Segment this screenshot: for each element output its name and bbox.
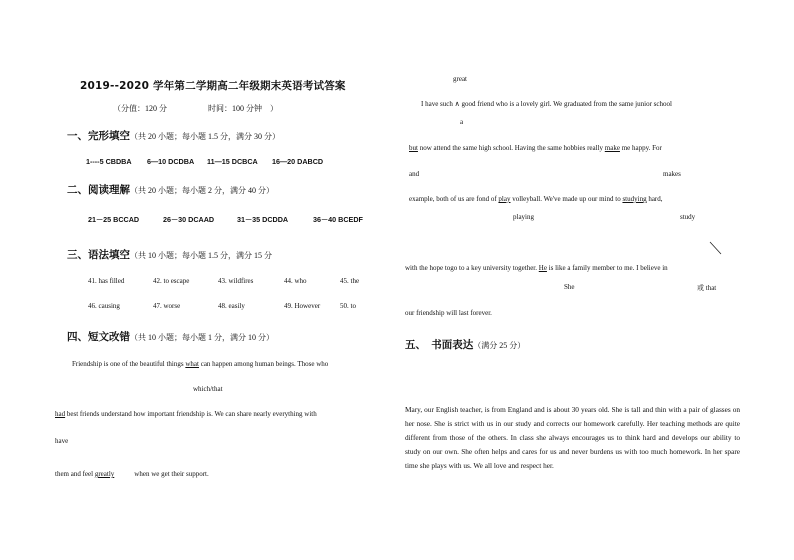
text-segment: with the hope togo to a key university together. [405, 264, 539, 272]
correction-text-line-3 [55, 470, 209, 478]
deletion-mark-icon [708, 240, 724, 256]
section5-heading: 五、 书面表达 [405, 339, 474, 351]
grammar-answer-47: 47. worse [153, 302, 181, 310]
error-word: He [538, 264, 547, 272]
section1-answer-3: 11—15 DCBCA [207, 157, 258, 166]
page-title: 2019--2020 学年第二学期高二年级期末英语考试答案 [80, 80, 346, 92]
section2-answer-3: 31－35 DCDDA [237, 215, 289, 224]
correction-text-line-2 [55, 410, 317, 418]
text-segment: now attend the same high school. Having the same hobbies really [417, 144, 605, 152]
text-segment: me happy. For [619, 144, 662, 152]
grammar-answer-48: 48. easily [218, 302, 245, 310]
section1-answer-4: 16—20 DABCD [272, 157, 324, 166]
text-segment: example, both of us are fond of [409, 195, 499, 203]
section5-note: （满分 25 分） [473, 341, 526, 350]
section5-heading-row [405, 337, 525, 352]
correction-answer-and: and [409, 170, 420, 178]
section1-answer-2: 6—10 DCDBA [147, 157, 195, 166]
section2-note: （共 20 小题；每小题 2 分，满分 40 分） [130, 186, 274, 195]
error-word: had [55, 410, 66, 418]
text-segment: volleyball. We've made up our mind to [510, 195, 623, 203]
correction-text-line-6 [409, 195, 663, 203]
section3-note: （共 10 小题；每小题 1.5 分，满分 15 分 [130, 251, 272, 260]
section1-heading-row [67, 128, 280, 143]
section1-answer-1: 1----5 CBDBA [86, 157, 132, 166]
text-segment: them and feel [55, 470, 95, 478]
correction-answer-have: have [55, 437, 69, 445]
text-segment: can happen among human beings. Those who [198, 360, 329, 368]
text-segment: when we get their support. [134, 470, 209, 478]
score-info: （分值：120 分 [113, 104, 167, 113]
correction-answer-playing: playing [513, 213, 534, 221]
error-word: but [409, 144, 418, 152]
error-word: make [604, 144, 620, 152]
correction-answer-a: a [460, 118, 464, 126]
section2-answer-4: 36－40 BCEDF [313, 215, 363, 224]
correction-answer-or-that: 或 that [697, 284, 717, 292]
error-word: play [498, 195, 511, 203]
essay-text: Mary, our English teacher, is from England and is about 30 years old. She is tall and thin with a pair of glasses on her nose. She is strict with us in our study and corrects our homework carefully. Her teaching methods are quite different from those of the others. In class she always encourages us to think hard and develops our ability to study on our own. She often helps and cares for us and never burdens us with too much homework. In her spare time she plays with us. We all love and respect her. [405, 405, 740, 470]
correction-answer-which-that: which/that [193, 385, 223, 393]
correction-answer-study: study [680, 213, 696, 221]
section1-heading: 一、完形填空 [67, 130, 130, 142]
section2-answer-2: 26－30 DCAAD [163, 215, 215, 224]
section4-heading: 四、短文改错 [67, 331, 130, 343]
section3-heading: 三、语法填空 [67, 249, 130, 261]
correction-answer-makes: makes [663, 170, 681, 178]
correction-text-line-4: I have such ∧ good friend who is a lovely girl. We graduated from the same junior school [421, 100, 672, 108]
section1-note: （共 20 小题；每小题 1.5 分，满分 30 分） [130, 132, 280, 141]
grammar-answer-45: 45. the [340, 277, 360, 285]
grammar-answer-49: 49. However [284, 302, 321, 310]
grammar-answer-50: 50. to [340, 302, 356, 310]
text-segment: best friends understand how important friendship is. We can share nearly everything with [65, 410, 317, 418]
error-word: what [185, 360, 199, 368]
correction-text-line-5 [409, 144, 662, 152]
error-word: greatly [94, 470, 115, 478]
section2-answer-1: 21－25 BCCAD [88, 215, 140, 224]
grammar-answer-41: 41. has filled [88, 277, 125, 285]
section2-heading: 二、阅读理解 [67, 184, 130, 196]
section4-note: （共 10 小题；每小题 1 分，满分 10 分） [130, 333, 274, 342]
error-word: studying [622, 195, 647, 203]
grammar-answer-43: 43. wildfires [218, 277, 254, 285]
text-segment: is like a family member to me. I believe in [546, 264, 668, 272]
grammar-answer-44: 44. who [284, 277, 307, 285]
text-segment: hard, [646, 195, 663, 203]
section3-heading-row [67, 247, 272, 262]
correction-text-line-1 [72, 360, 328, 368]
grammar-answer-42: 42. to escape [153, 277, 190, 285]
correction-answer-great: great [453, 75, 467, 83]
text-segment: Friendship is one of the beautiful things [72, 360, 186, 368]
correction-text-line-7 [405, 264, 668, 272]
correction-text-line-8: our friendship will last forever. [405, 309, 492, 317]
grammar-answer-46: 46. causing [88, 302, 120, 310]
time-info: 时间：100 分钟 ） [208, 104, 278, 113]
section2-heading-row [67, 182, 274, 197]
section4-heading-row [67, 329, 274, 344]
correction-answer-she: She [564, 283, 575, 291]
